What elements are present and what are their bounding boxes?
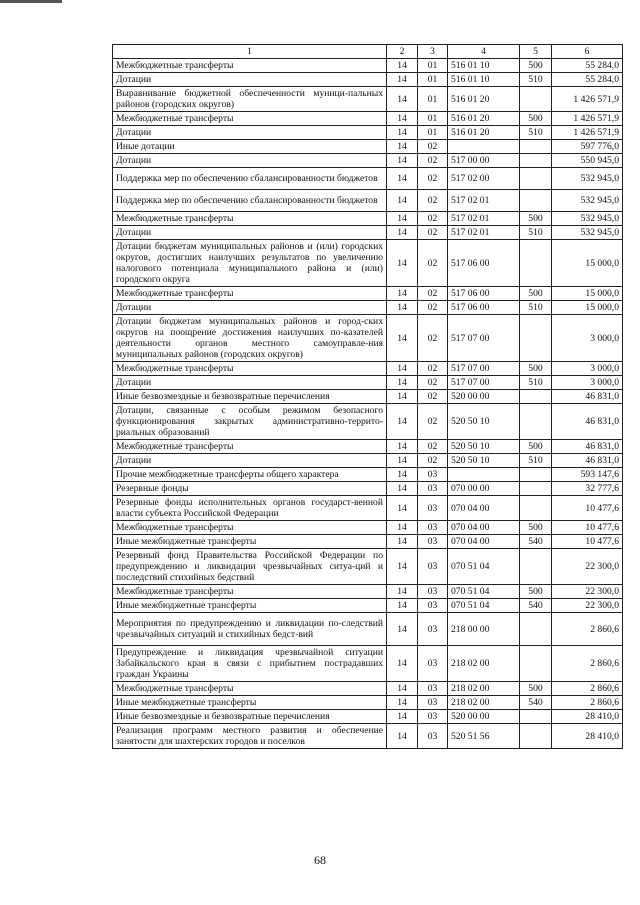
column-header: 6 <box>552 45 623 59</box>
target-article-cell <box>448 468 520 482</box>
amount-cell: 550 945,0 <box>552 154 623 168</box>
section-code-cell: 14 <box>387 468 418 482</box>
subsection-code-cell: 01 <box>418 59 448 73</box>
target-article-cell: 218 02 00 <box>448 646 520 682</box>
row-name-cell: Межбюджетные трансферты <box>113 287 387 301</box>
table-row <box>113 390 623 404</box>
amount-cell: 2 860,6 <box>552 613 623 646</box>
amount-cell: 532 945,0 <box>552 168 623 190</box>
section-code-cell: 14 <box>387 482 418 496</box>
table-row <box>113 521 623 535</box>
row-name-cell: Иные межбюджетные трансферты <box>113 696 387 710</box>
target-article-cell: 070 00 00 <box>448 482 520 496</box>
amount-cell: 1 426 571,9 <box>552 112 623 126</box>
column-header: 2 <box>387 45 418 59</box>
subsection-code-cell: 02 <box>418 315 448 362</box>
subsection-code-cell: 02 <box>418 440 448 454</box>
expense-type-cell <box>520 613 552 646</box>
amount-cell: 532 945,0 <box>552 226 623 240</box>
top-edge-mark <box>0 0 62 3</box>
subsection-code-cell: 01 <box>418 73 448 87</box>
amount-cell: 10 477,6 <box>552 496 623 521</box>
section-code-cell: 14 <box>387 168 418 190</box>
table-row <box>113 315 623 362</box>
section-code-cell: 14 <box>387 404 418 440</box>
amount-cell: 28 410,0 <box>552 724 623 749</box>
section-code-cell: 14 <box>387 585 418 599</box>
amount-cell: 3 000,0 <box>552 362 623 376</box>
amount-cell: 1 426 571,9 <box>552 87 623 112</box>
table-row <box>113 190 623 212</box>
target-article-cell: 517 02 01 <box>448 226 520 240</box>
table-row <box>113 468 623 482</box>
section-code-cell: 14 <box>387 287 418 301</box>
subsection-code-cell: 02 <box>418 240 448 287</box>
amount-cell: 2 860,6 <box>552 682 623 696</box>
section-code-cell: 14 <box>387 301 418 315</box>
amount-cell: 593 147,6 <box>552 468 623 482</box>
expense-type-cell: 540 <box>520 599 552 613</box>
subsection-code-cell: 03 <box>418 682 448 696</box>
subsection-code-cell: 02 <box>418 140 448 154</box>
row-name-cell: Дотации <box>113 154 387 168</box>
row-name-cell: Резервные фонды <box>113 482 387 496</box>
row-name-cell: Межбюджетные трансферты <box>113 682 387 696</box>
section-code-cell: 14 <box>387 190 418 212</box>
expense-type-cell: 500 <box>520 682 552 696</box>
table-row <box>113 440 623 454</box>
row-name-cell: Межбюджетные трансферты <box>113 585 387 599</box>
expense-type-cell <box>520 724 552 749</box>
row-name-cell: Иные безвозмездные и безвозвратные перечисления <box>113 390 387 404</box>
target-article-cell: 520 50 10 <box>448 440 520 454</box>
subsection-code-cell: 02 <box>418 404 448 440</box>
row-name-cell: Мероприятия по предупреждению и ликвидации по-следствий чрезвычайных ситуаций и стихийных бедст-вий <box>113 613 387 646</box>
amount-cell: 46 831,0 <box>552 454 623 468</box>
amount-cell: 532 945,0 <box>552 212 623 226</box>
section-code-cell: 14 <box>387 240 418 287</box>
expense-type-cell: 510 <box>520 73 552 87</box>
expense-type-cell <box>520 190 552 212</box>
table-row <box>113 535 623 549</box>
expense-type-cell: 500 <box>520 440 552 454</box>
amount-cell: 46 831,0 <box>552 404 623 440</box>
table-row <box>113 710 623 724</box>
section-code-cell: 14 <box>387 696 418 710</box>
target-article-cell: 516 01 20 <box>448 87 520 112</box>
table-row <box>113 140 623 154</box>
amount-cell: 32 777,6 <box>552 482 623 496</box>
subsection-code-cell: 03 <box>418 496 448 521</box>
section-code-cell: 14 <box>387 724 418 749</box>
section-code-cell: 14 <box>387 496 418 521</box>
subsection-code-cell: 03 <box>418 521 448 535</box>
target-article-cell: 517 06 00 <box>448 287 520 301</box>
subsection-code-cell: 01 <box>418 87 448 112</box>
subsection-code-cell: 03 <box>418 646 448 682</box>
expense-type-cell <box>520 315 552 362</box>
table-row <box>113 682 623 696</box>
subsection-code-cell: 03 <box>418 535 448 549</box>
table-row <box>113 599 623 613</box>
subsection-code-cell: 03 <box>418 599 448 613</box>
section-code-cell: 14 <box>387 154 418 168</box>
target-article-cell: 218 00 00 <box>448 613 520 646</box>
section-code-cell: 14 <box>387 521 418 535</box>
amount-cell: 3 000,0 <box>552 376 623 390</box>
subsection-code-cell: 03 <box>418 613 448 646</box>
subsection-code-cell: 02 <box>418 190 448 212</box>
subsection-code-cell: 03 <box>418 710 448 724</box>
target-article-cell: 517 07 00 <box>448 315 520 362</box>
amount-cell: 15 000,0 <box>552 287 623 301</box>
row-name-cell: Поддержка мер по обеспечению сбалансированности бюджетов <box>113 168 387 190</box>
table-row <box>113 168 623 190</box>
expense-type-cell <box>520 87 552 112</box>
amount-cell: 46 831,0 <box>552 440 623 454</box>
amount-cell: 15 000,0 <box>552 240 623 287</box>
table-row <box>113 73 623 87</box>
subsection-code-cell: 03 <box>418 482 448 496</box>
target-article-cell: 520 50 10 <box>448 404 520 440</box>
table-row <box>113 59 623 73</box>
amount-cell: 10 477,6 <box>552 535 623 549</box>
section-code-cell: 14 <box>387 126 418 140</box>
expense-type-cell: 540 <box>520 535 552 549</box>
target-article-cell: 517 06 00 <box>448 301 520 315</box>
column-header: 1 <box>113 45 387 59</box>
subsection-code-cell: 02 <box>418 212 448 226</box>
row-name-cell: Иные межбюджетные трансферты <box>113 535 387 549</box>
target-article-cell: 520 00 00 <box>448 710 520 724</box>
subsection-code-cell: 02 <box>418 154 448 168</box>
amount-cell: 55 284,0 <box>552 59 623 73</box>
row-name-cell: Поддержка мер по обеспечению сбалансированности бюджетов <box>113 190 387 212</box>
table-header-row <box>113 45 623 59</box>
row-name-cell: Предупреждение и ликвидация чрезвычайной ситуации Забайкальского края в связи с прибытием пострадавших граждан Украины <box>113 646 387 682</box>
section-code-cell: 14 <box>387 376 418 390</box>
amount-cell: 2 860,6 <box>552 696 623 710</box>
amount-cell: 532 945,0 <box>552 190 623 212</box>
row-name-cell: Выравнивание бюджетной обеспеченности муници-пальных районов (городских округов) <box>113 87 387 112</box>
section-code-cell: 14 <box>387 599 418 613</box>
target-article-cell: 517 02 00 <box>448 168 520 190</box>
expense-type-cell: 500 <box>520 362 552 376</box>
subsection-code-cell: 03 <box>418 696 448 710</box>
table-row <box>113 496 623 521</box>
subsection-code-cell: 03 <box>418 549 448 585</box>
expense-type-cell <box>520 646 552 682</box>
subsection-code-cell: 02 <box>418 376 448 390</box>
row-name-cell: Межбюджетные трансферты <box>113 521 387 535</box>
section-code-cell: 14 <box>387 613 418 646</box>
row-name-cell: Прочие межбюджетные трансферты общего характера <box>113 468 387 482</box>
row-name-cell: Дотации <box>113 226 387 240</box>
target-article-cell: 520 00 00 <box>448 390 520 404</box>
target-article-cell: 218 02 00 <box>448 682 520 696</box>
subsection-code-cell: 01 <box>418 126 448 140</box>
subsection-code-cell: 02 <box>418 168 448 190</box>
row-name-cell: Межбюджетные трансферты <box>113 440 387 454</box>
row-name-cell: Межбюджетные трансферты <box>113 59 387 73</box>
expense-type-cell: 510 <box>520 126 552 140</box>
target-article-cell: 516 01 20 <box>448 126 520 140</box>
section-code-cell: 14 <box>387 440 418 454</box>
table-row <box>113 240 623 287</box>
row-name-cell: Дотации бюджетам муниципальных районов и город-ских округов на поощрение достижения наилучших по-казателей деятельности органов местного самоуправле-ния муниципальных районов (городских округов) <box>113 315 387 362</box>
subsection-code-cell: 02 <box>418 287 448 301</box>
table-row <box>113 482 623 496</box>
section-code-cell: 14 <box>387 454 418 468</box>
target-article-cell: 517 06 00 <box>448 240 520 287</box>
amount-cell: 22 300,0 <box>552 549 623 585</box>
target-article-cell: 070 04 00 <box>448 535 520 549</box>
table-row <box>113 724 623 749</box>
expense-type-cell <box>520 390 552 404</box>
table-row <box>113 362 623 376</box>
row-name-cell: Дотации, связанные с особым режимом безопасного функционирования закрытых административно-террито-риальных образований <box>113 404 387 440</box>
subsection-code-cell: 01 <box>418 112 448 126</box>
row-name-cell: Межбюджетные трансферты <box>113 362 387 376</box>
section-code-cell: 14 <box>387 87 418 112</box>
row-name-cell: Дотации бюджетам муниципальных районов и (или) городских округов, достигших наилучших результатов по увеличению налогового потенциала муниципального района и (или) городского округа <box>113 240 387 287</box>
target-article-cell: 517 00 00 <box>448 154 520 168</box>
amount-cell: 10 477,6 <box>552 521 623 535</box>
row-name-cell: Дотации <box>113 301 387 315</box>
expense-type-cell <box>520 496 552 521</box>
table-row <box>113 376 623 390</box>
expense-type-cell <box>520 549 552 585</box>
amount-cell: 15 000,0 <box>552 301 623 315</box>
expense-type-cell: 510 <box>520 454 552 468</box>
target-article-cell: 218 02 00 <box>448 696 520 710</box>
section-code-cell: 14 <box>387 140 418 154</box>
target-article-cell <box>448 140 520 154</box>
table-row <box>113 154 623 168</box>
amount-cell: 3 000,0 <box>552 315 623 362</box>
expense-type-cell <box>520 710 552 724</box>
row-name-cell: Резервные фонды исполнительных органов государст-венной власти субъекта Российской Федерации <box>113 496 387 521</box>
table-row <box>113 212 623 226</box>
table-row <box>113 404 623 440</box>
table-row <box>113 454 623 468</box>
expense-type-cell <box>520 140 552 154</box>
table-row <box>113 112 623 126</box>
row-name-cell: Иные дотации <box>113 140 387 154</box>
section-code-cell: 14 <box>387 226 418 240</box>
section-code-cell: 14 <box>387 390 418 404</box>
column-header: 3 <box>418 45 448 59</box>
expense-type-cell: 500 <box>520 585 552 599</box>
subsection-code-cell: 02 <box>418 362 448 376</box>
subsection-code-cell: 02 <box>418 390 448 404</box>
row-name-cell: Дотации <box>113 376 387 390</box>
table-row <box>113 287 623 301</box>
amount-cell: 46 831,0 <box>552 390 623 404</box>
amount-cell: 22 300,0 <box>552 585 623 599</box>
column-header: 5 <box>520 45 552 59</box>
table-row <box>113 549 623 585</box>
target-article-cell: 070 51 04 <box>448 585 520 599</box>
row-name-cell: Межбюджетные трансферты <box>113 112 387 126</box>
subsection-code-cell: 03 <box>418 468 448 482</box>
target-article-cell: 517 07 00 <box>448 376 520 390</box>
amount-cell: 1 426 571,9 <box>552 126 623 140</box>
row-name-cell: Дотации <box>113 454 387 468</box>
target-article-cell: 520 50 10 <box>448 454 520 468</box>
table-row <box>113 226 623 240</box>
expense-type-cell: 540 <box>520 696 552 710</box>
expense-type-cell <box>520 404 552 440</box>
target-article-cell: 516 01 10 <box>448 59 520 73</box>
row-name-cell: Дотации <box>113 73 387 87</box>
row-name-cell: Иные межбюджетные трансферты <box>113 599 387 613</box>
expense-type-cell: 500 <box>520 212 552 226</box>
target-article-cell: 516 01 20 <box>448 112 520 126</box>
target-article-cell: 520 51 56 <box>448 724 520 749</box>
section-code-cell: 14 <box>387 59 418 73</box>
table-row <box>113 301 623 315</box>
section-code-cell: 14 <box>387 73 418 87</box>
target-article-cell: 516 01 10 <box>448 73 520 87</box>
target-article-cell: 517 02 01 <box>448 212 520 226</box>
page-number: 68 <box>314 853 326 867</box>
target-article-cell: 517 02 01 <box>448 190 520 212</box>
section-code-cell: 14 <box>387 212 418 226</box>
expense-type-cell: 500 <box>520 112 552 126</box>
subsection-code-cell: 02 <box>418 454 448 468</box>
row-name-cell: Дотации <box>113 126 387 140</box>
target-article-cell: 070 04 00 <box>448 496 520 521</box>
column-header: 4 <box>448 45 520 59</box>
subsection-code-cell: 03 <box>418 724 448 749</box>
table-row <box>113 87 623 112</box>
expense-type-cell: 500 <box>520 521 552 535</box>
expense-type-cell <box>520 468 552 482</box>
subsection-code-cell: 02 <box>418 226 448 240</box>
section-code-cell: 14 <box>387 362 418 376</box>
expense-type-cell <box>520 240 552 287</box>
section-code-cell: 14 <box>387 710 418 724</box>
amount-cell: 597 776,0 <box>552 140 623 154</box>
amount-cell: 55 284,0 <box>552 73 623 87</box>
expense-type-cell: 510 <box>520 226 552 240</box>
table-row <box>113 646 623 682</box>
table-row <box>113 696 623 710</box>
section-code-cell: 14 <box>387 646 418 682</box>
expense-type-cell: 500 <box>520 287 552 301</box>
amount-cell: 28 410,0 <box>552 710 623 724</box>
expense-type-cell <box>520 154 552 168</box>
row-name-cell: Резервный фонд Правительства Российской Федерации по предупреждению и ликвидации чрезвычайных ситуа-ций и последствий стихийных бедствий <box>113 549 387 585</box>
section-code-cell: 14 <box>387 315 418 362</box>
expense-type-cell <box>520 482 552 496</box>
target-article-cell: 517 07 00 <box>448 362 520 376</box>
expense-type-cell: 500 <box>520 59 552 73</box>
section-code-cell: 14 <box>387 112 418 126</box>
table-row <box>113 613 623 646</box>
target-article-cell: 070 51 04 <box>448 599 520 613</box>
row-name-cell: Межбюджетные трансферты <box>113 212 387 226</box>
expense-type-cell: 510 <box>520 376 552 390</box>
section-code-cell: 14 <box>387 682 418 696</box>
budget-table <box>112 44 623 749</box>
section-code-cell: 14 <box>387 535 418 549</box>
row-name-cell: Реализация программ местного развития и обеспечение занятости для шахтерских городов и поселков <box>113 724 387 749</box>
expense-type-cell: 510 <box>520 301 552 315</box>
target-article-cell: 070 04 00 <box>448 521 520 535</box>
table-row <box>113 585 623 599</box>
subsection-code-cell: 03 <box>418 585 448 599</box>
section-code-cell: 14 <box>387 549 418 585</box>
subsection-code-cell: 02 <box>418 301 448 315</box>
expense-type-cell <box>520 168 552 190</box>
row-name-cell: Иные безвозмездные и безвозвратные перечисления <box>113 710 387 724</box>
table-row <box>113 126 623 140</box>
target-article-cell: 070 51 04 <box>448 549 520 585</box>
amount-cell: 22 300,0 <box>552 599 623 613</box>
amount-cell: 2 860,6 <box>552 646 623 682</box>
